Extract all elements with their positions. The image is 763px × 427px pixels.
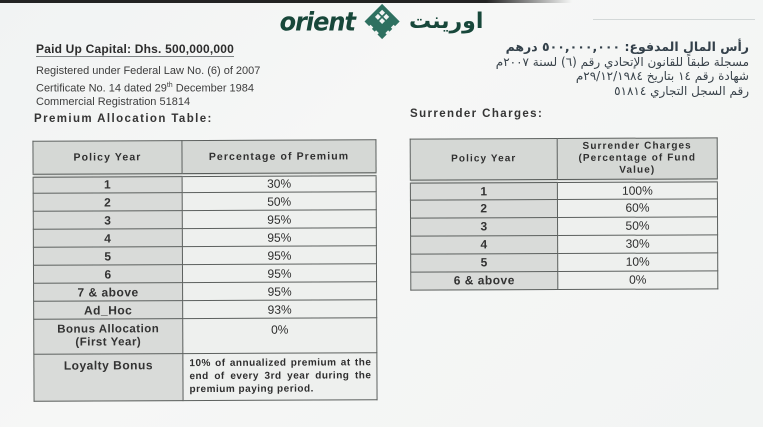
table-header-row [410,138,717,182]
table-row: 4 95% [33,228,376,247]
brand-header [280,3,484,40]
table-row: 3 50% [411,216,718,235]
registered-law-line: Registered under Federal Law No. (6) of 2007 [36,65,261,77]
certificate-line: Certificate No. 14 dated 29th December 1984 [36,81,255,95]
registration-lines [36,65,260,109]
table-row: Ad_Hoc 93% [34,300,377,319]
certificate-line-ar: شهادة رقم ١٤ بتاريخ ٢٩/١٢/١٩٨٤م [575,69,749,83]
percentage-of-premium-header: Percentage of Premium [182,140,376,175]
premium-allocation-table [32,139,377,401]
table-row: 3 95% [33,210,376,229]
table-row: 5 10% [411,252,718,271]
surrender-charges-table [410,137,719,290]
company-info-en [36,42,260,109]
scan-artifact-faint-line [593,19,755,20]
orient-wordmark-ar: اورينت [408,9,484,34]
table-row: 1 100% [410,180,717,199]
table-row: 5 95% [33,246,376,265]
orient-logo-icon [363,3,401,40]
registered-law-line-ar: مسجلة طبقاً للقانون الإتحادي رقم (٦) لسنة ٢٠٠٧م [495,54,749,69]
policy-year-header: Policy Year [410,139,557,182]
premium-allocation-title: Premium Allocation Table: [34,113,213,125]
company-info-ar [496,40,749,98]
table-row: 1 30% [33,174,376,193]
paid-up-capital-ar: رأس المال المدفوع: ٥٠٠,٠٠٠,٠٠٠ درهم [505,39,749,54]
table-row: 6 & above 0% [411,270,718,289]
paid-up-capital: Paid Up Capital: Dhs. 500,000,000 [36,42,235,56]
policy-year-header: Policy Year [33,141,182,176]
table-row: Loyalty Bonus 10% of annualized premium at the end of every 3rd year during the premium paying period. [34,353,377,401]
commercial-registration-line: Commercial Registration 51814 [36,95,191,108]
table-row: 2 60% [410,198,717,217]
surrender-charges-title: Surrender Charges: [410,108,544,120]
table-row: 7 & above 95% [34,282,377,301]
table-row: 2 50% [33,192,376,211]
commercial-registration-line-ar: رقم السجل التجاري ٥١٨١٤ [614,83,749,98]
surrender-charges-header: Surrender Charges (Percentage of Fund Value) [557,138,717,181]
table-row: 6 95% [33,264,376,283]
table-row: 4 30% [411,234,718,253]
table-row: Bonus Allocation (First Year) 0% [34,318,377,354]
orient-wordmark-en: orient [279,6,355,37]
table-header-row [33,140,376,175]
